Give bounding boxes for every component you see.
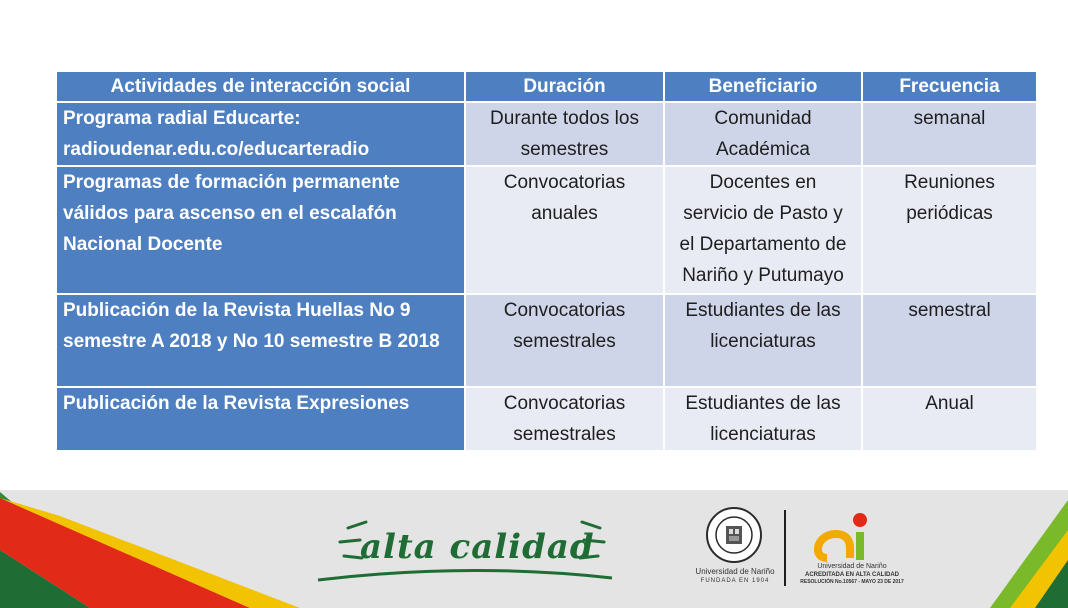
frequency-cell: semestral xyxy=(862,294,1037,387)
header-frequency: Frecuencia xyxy=(862,71,1037,102)
activity-cell: Publicación de la Revista Huellas No 9 semestre A 2018 y No 10 semestre B 2018 xyxy=(56,294,465,387)
header-duration: Duración xyxy=(465,71,664,102)
beneficiary-cell: Estudiantes de las licenciaturas xyxy=(664,294,862,387)
frequency-cell: Reuniones periódicas xyxy=(862,166,1037,294)
table-header-row xyxy=(56,71,1037,102)
header-activities: Actividades de interacción social xyxy=(56,71,465,102)
udenar-name: Universidad de Nariño xyxy=(695,567,775,576)
slogan-underline xyxy=(318,570,612,580)
slogan-text: alta calidad xyxy=(360,527,595,567)
table-row xyxy=(56,387,1037,451)
table-row xyxy=(56,294,1037,387)
beneficiary-cell: Docentes en servicio de Pasto y el Departamento de Nariño y Putumayo xyxy=(664,166,862,294)
ai-resolution: RESOLUCIÓN No.10567 - MAYO 23 DE 2017 xyxy=(800,579,904,585)
beneficiary-cell: Estudiantes de las licenciaturas xyxy=(664,387,862,451)
frequency-cell: semanal xyxy=(862,102,1037,166)
activity-cell: Programa radial Educarte: radioudenar.edu.co/educarteradio xyxy=(56,102,465,166)
beneficiary-cell: Comunidad Académica xyxy=(664,102,862,166)
duration-cell: Convocatorias semestrales xyxy=(465,387,664,451)
activities-table xyxy=(55,70,1038,452)
udenar-seal-icon xyxy=(707,508,761,562)
duration-cell: Durante todos los semestres xyxy=(465,102,664,166)
duration-cell: Convocatorias anuales xyxy=(465,166,664,294)
footer-band xyxy=(0,490,1068,608)
ai-logo-icon xyxy=(818,513,867,560)
duration-cell: Convocatorias semestrales xyxy=(465,294,664,387)
table-row xyxy=(56,166,1037,294)
udenar-logo-caption xyxy=(690,567,780,585)
frequency-cell: Anual xyxy=(862,387,1037,451)
table-row xyxy=(56,102,1037,166)
activity-cell: Publicación de la Revista Expresiones xyxy=(56,387,465,451)
ai-accreditation: ACREDITADA EN ALTA CALIDAD xyxy=(805,572,899,578)
ai-logo-name: Universidad de Nariño xyxy=(817,563,887,570)
udenar-founded: FUNDADA EN 1904 xyxy=(700,578,770,584)
header-beneficiary: Beneficiario xyxy=(664,71,862,102)
ai-logo-caption xyxy=(796,562,908,586)
activity-cell: Programas de formación permanente válidos para ascenso en el escalafón Nacional Docente xyxy=(56,166,465,294)
